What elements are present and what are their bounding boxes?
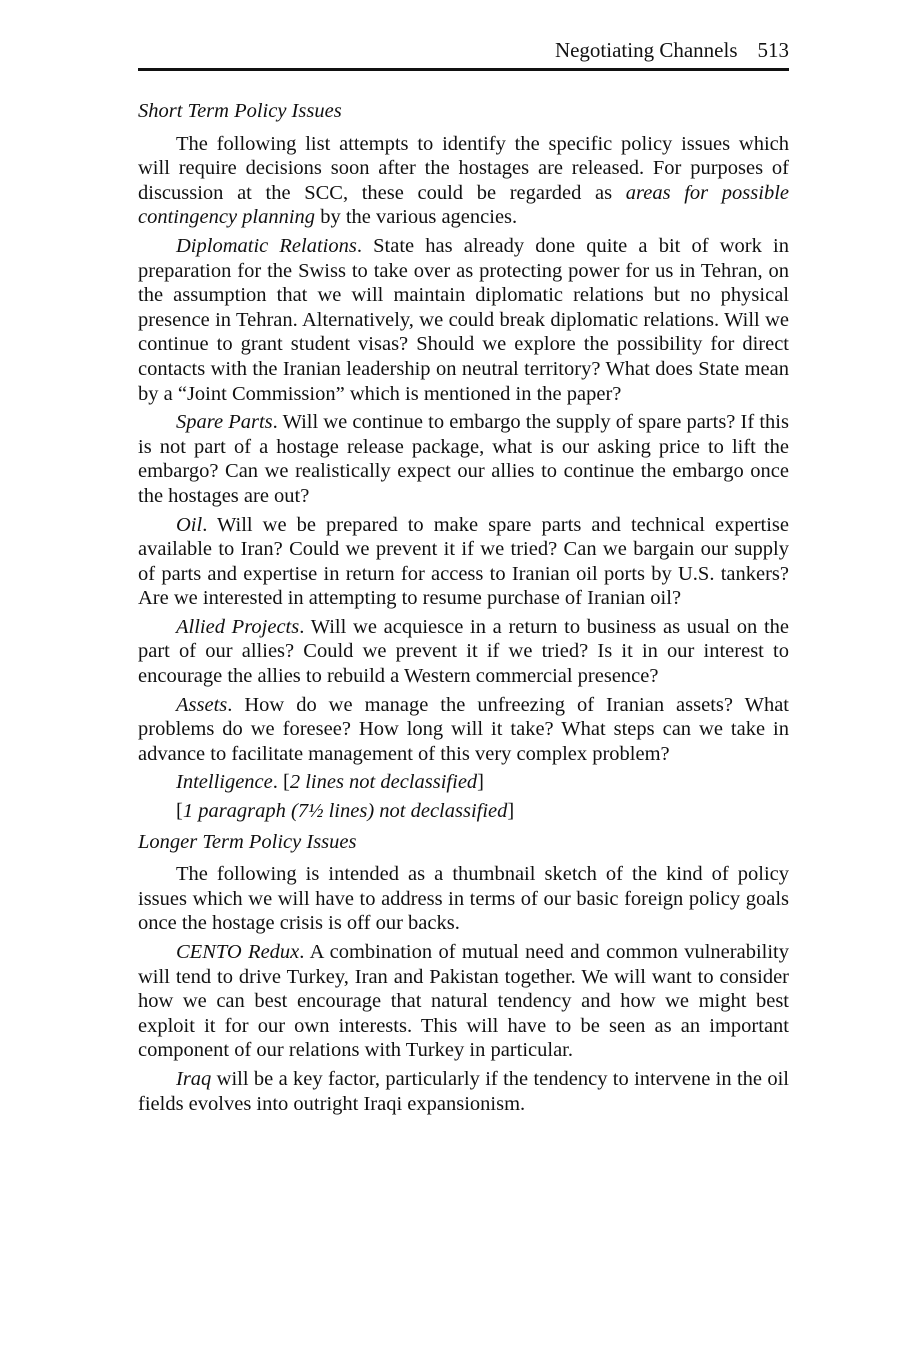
paragraph-not-declassified: [1 paragraph (7½ lines) not declassified]	[176, 800, 515, 823]
run-in-title: Oil	[176, 513, 203, 536]
header-rule	[138, 68, 789, 71]
paragraph-spare-parts: Spare Parts. Will we continue to embargo the supply of spare parts? If this is not part of a hostage release package, what is our asking price to lift the embargo? Can we realistically expect our allies to continue the embargo once the hostages are out?	[138, 411, 789, 507]
paragraph-short-term-intro: The following list attempts to identify the specific policy issues which will require decisions soon after the hostages are released. For purposes of discussion at the SCC, these could be regarded as areas for possible contingency planning by the various agencies.	[138, 132, 789, 229]
run-in-title: Allied Projects	[176, 615, 300, 638]
run-in-title: Spare Parts	[176, 411, 273, 434]
section-heading-short-term: Short Term Policy Issues	[138, 100, 342, 122]
run-in-title: Diplomatic Relations	[176, 234, 357, 257]
run-in-title: Intelligence	[176, 771, 273, 794]
page-number: 513	[757, 38, 789, 62]
paragraph-allied-projects: Allied Projects. Will we acquiesce in a return to business as usual on the part of our allies? Could we prevent it if we tried? Is it in our interest to encourage the allies to rebuild a Western commercial presence?	[138, 615, 790, 688]
run-in-title: Assets	[176, 693, 228, 716]
running-title: Negotiating Channels	[554, 38, 738, 62]
paragraph-oil: Oil. Will we be prepared to make spare parts and technical expertise available to Iran? Could we prevent it if we tried? Can we bargain our supply of parts and expertise in return for access to Iranian oil ports by U.S. tankers? Are we interested in attempting to resume purchase of Iranian oil?	[138, 513, 789, 610]
run-in-title: Iraq	[176, 1067, 212, 1090]
paragraph-assets: Assets. How do we manage the unfreezing of Iranian assets? What problems do we foresee? How long will it take? What steps can we take in advance to facilitate management of this very complex problem?	[138, 693, 789, 765]
running-header	[138, 38, 789, 62]
paragraph-intelligence: Intelligence. [2 lines not declassified]	[176, 771, 484, 794]
section-heading-longer-term: Longer Term Policy Issues	[138, 830, 357, 853]
paragraph-longer-term-intro: The following is intended as a thumbnail sketch of the kind of policy issues which we will have to address in terms of our basic foreign policy goals once the hostage crisis is off our backs.	[138, 863, 789, 935]
paragraph-cento-redux: CENTO Redux. A combination of mutual need and common vulnerability will tend to drive Turkey, Iran and Pakistan together. We will want to consider how we can best encourage that natural tendency and how we might best exploit it for our own interests. This will have to be seen as an important component of our relations with Turkey in particular.	[138, 941, 789, 1062]
body-text	[138, 99, 789, 1120]
paragraph-diplomatic-relations: Diplomatic Relations. State has already done quite a bit of work in preparation for the Swiss to take over as protecting power for us in Tehran, on the assumption that we will maintain diplomatic relations but no physical presence in Tehran. Alternatively, we could break diplomatic relations. Will we continue to grant student visas? Should we explore the possibility for direct contacts with the Iranian leadership on neutral territory? What does State mean by a “Joint Commission” which is mentioned in the paper?	[138, 234, 789, 405]
run-in-title: CENTO Redux	[176, 941, 300, 963]
paragraph-iraq: Iraq will be a key factor, particularly if the tendency to intervene in the oil fields evolves into outright Iraqi expansionism.	[138, 1067, 789, 1115]
